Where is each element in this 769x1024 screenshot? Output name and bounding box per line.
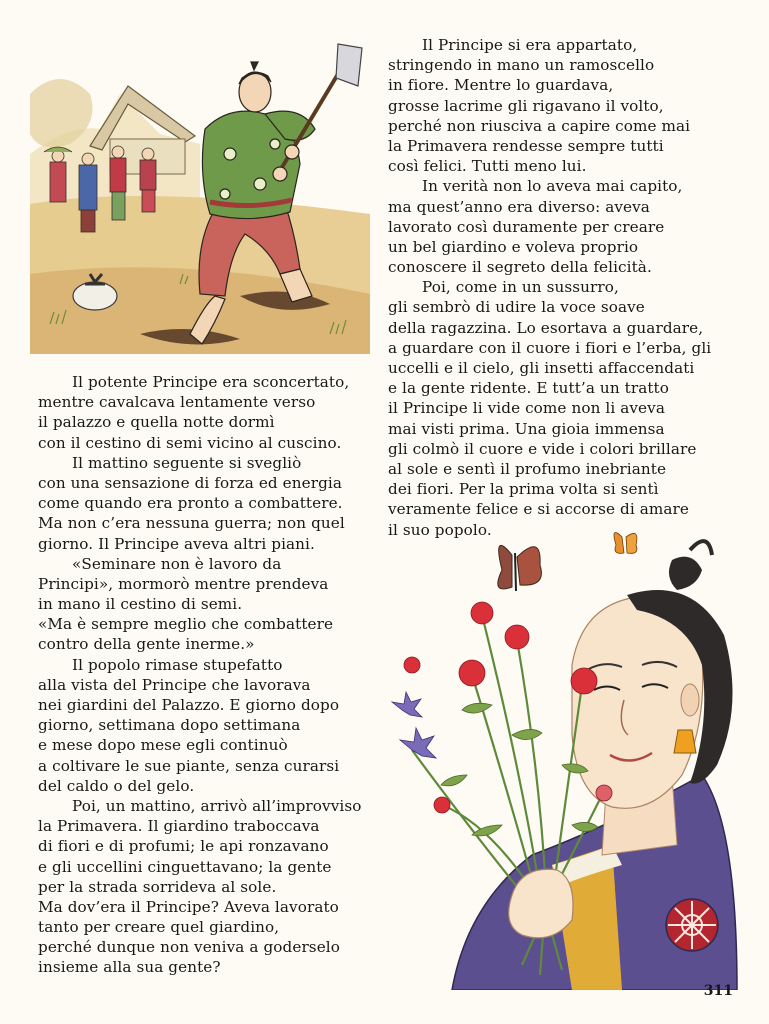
text-line: Il popolo rimase stupefatto — [72, 655, 283, 674]
text-line: la Primavera. Il giardino traboccava — [38, 817, 320, 836]
text-line: grosse lacrime gli rigavano il volto, — [388, 96, 664, 115]
text-line: nei giardini del Palazzo. E giorno dopo — [38, 696, 340, 714]
text-line: perché non riusciva a capire come mai — [388, 116, 691, 135]
text-line: mai visti prima. Una gioia immensa — [388, 419, 665, 438]
text-line: di fiori e di profumi; le api ronzavano — [38, 837, 329, 856]
text-line: «Ma è sempre meglio che combattere — [38, 615, 334, 634]
text-line: la Primavera rendesse sempre tutti — [388, 136, 664, 155]
butterfly-icon — [614, 533, 637, 554]
text-line: con una sensazione di forza ed energia — [38, 473, 343, 492]
text-line: giorno. Il Principe aveva altri piani. — [38, 534, 315, 553]
text-line: un bel giardino e voleva proprio — [388, 237, 639, 256]
text-line: giorno, settimana dopo settimana — [38, 716, 301, 735]
text-line: Il mattino seguente si svegliò — [72, 453, 302, 472]
text-line: Ma non c’era nessuna guerra; non quel — [38, 514, 345, 533]
text-line: In verità non lo aveva mai capito, — [422, 177, 683, 196]
text-line: tanto per creare quel giardino, — [38, 918, 280, 937]
text-line: al sole e sentì il profumo inebriante — [388, 459, 667, 478]
text-line: e gli uccellini cinguettavano; la gente — [38, 857, 332, 876]
text-line: Il Principe si era appartato, — [422, 36, 638, 54]
text-line: a coltivare le sue piante, senza curarsi — [38, 756, 340, 775]
text-line: alla vista del Principe che lavorava — [38, 675, 311, 694]
text-line: del caldo o del gelo. — [38, 776, 195, 795]
text-line: gli colmò il cuore e vide i colori brillare — [388, 439, 697, 458]
text-line: Ma dov’era il Principe? Aveva lavorato — [38, 897, 339, 916]
right-text-column — [388, 35, 733, 540]
text-line: così felici. Tutti meno lui. — [388, 157, 587, 176]
text-line: uccelli e il cielo, gli insetti affaccendati — [388, 359, 695, 377]
prince-digging-illustration — [30, 34, 370, 354]
text-line: insieme alla sua gente? — [38, 958, 221, 977]
text-line: della ragazzina. Lo esortava a guardare, — [388, 318, 704, 337]
text-line: «Seminare non è lavoro da — [72, 554, 282, 573]
text-line: in mano il cestino di semi. — [38, 595, 243, 614]
text-line: perché dunque non veniva a goderselo — [38, 938, 340, 957]
text-line: Poi, come in un sussurro, — [422, 278, 619, 297]
page-number: 311 — [703, 983, 733, 999]
text-line: il suo popolo. — [388, 520, 492, 539]
text-line: contro della gente inerme.» — [38, 635, 255, 654]
text-line: mentre cavalcava lentamente verso — [38, 393, 316, 412]
prince-with-flowers-illustration — [372, 525, 744, 990]
text-line: in fiore. Mentre lo guardava, — [388, 76, 614, 95]
text-line: stringendo in mano un ramoscello — [388, 56, 655, 75]
butterfly-icon — [498, 545, 542, 591]
text-line: dei fiori. Per la prima volta si sentì — [388, 480, 659, 499]
text-line: Il potente Principe era sconcertato, — [72, 373, 350, 391]
text-line: ma quest’anno era diverso: aveva — [388, 197, 650, 216]
text-line: il Principe li vide come non li aveva — [388, 399, 665, 418]
text-line: veramente felice e si accorse di amare — [388, 500, 689, 519]
text-line: Principi», mormorò mentre prendeva — [38, 574, 329, 593]
text-line: il palazzo e quella notte dormì — [38, 413, 275, 432]
text-line: gli sembrò di udire la voce soave — [388, 298, 645, 317]
text-line: per la strada sorrideva al sole. — [38, 877, 277, 896]
text-line: Poi, un mattino, arrivò all’improvviso — [72, 796, 362, 815]
text-line: con il cestino di semi vicino al cuscino. — [38, 433, 342, 452]
text-line: come quando era pronto a combattere. — [38, 494, 343, 513]
left-text-column — [38, 372, 373, 978]
text-line: conoscere il segreto della felicità. — [388, 258, 652, 277]
text-line: a guardare con il cuore i fiori e l’erba, gli — [388, 338, 712, 357]
text-line: e la gente ridente. E tutt’a un tratto — [388, 379, 669, 398]
text-line: e mese dopo mese egli continuò — [38, 736, 288, 755]
text-line: lavorato così duramente per creare — [388, 217, 665, 236]
